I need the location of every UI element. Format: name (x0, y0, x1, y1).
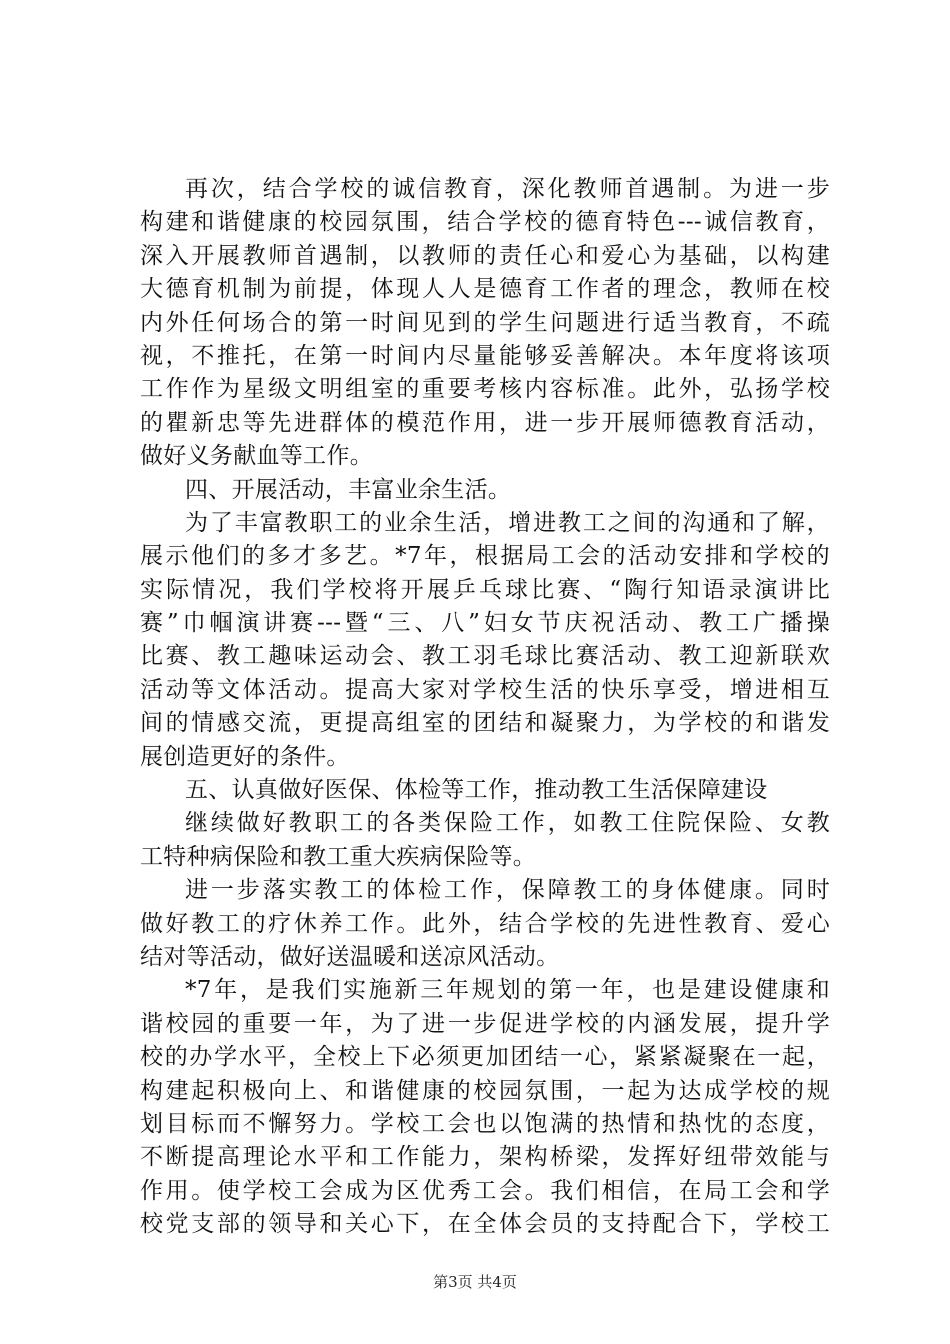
paragraph-line: 深入开展教师首遇制，以教师的责任心和爱心为基础，以构建 (140, 242, 830, 269)
paragraph-line: 谐校园的重要一年，为了进一步促进学校的内涵发展，提升学 (140, 1010, 830, 1037)
paragraph-line: 工特种病保险和教工重大疾病保险等。 (140, 843, 537, 870)
paragraph-line: 为了丰富教职工的业余生活，增进教工之间的沟通和了解， (185, 509, 830, 536)
section-heading: 五、认真做好医保、体检等工作，推动教工生活保障建设 (185, 777, 768, 804)
paragraph-line: 实际情况，我们学校将开展乒乓球比赛、“陶行知语录演讲比 (140, 576, 830, 603)
document-body (140, 173, 830, 1242)
paragraph-line: 比赛、教工趣味运动会、教工羽毛球比赛活动、教工迎新联欢 (140, 643, 830, 670)
paragraph-line: 大德育机制为前提，体现人人是德育工作者的理念，教师在校 (140, 276, 830, 303)
paragraph-line: 构建起积极向上、和谐健康的校园氛围，一起为达成学校的规 (140, 1077, 830, 1104)
paragraph-line: 校党支部的领导和关心下，在全体会员的支持配合下，学校工 (140, 1211, 830, 1238)
paragraph-line: 继续做好教职工的各类保险工作，如教工住院保险、女教 (185, 810, 830, 837)
section-heading: 四、开展活动，丰富业余生活。 (185, 476, 512, 503)
paragraph-line: 间的情感交流，更提高组室的团结和凝聚力，为学校的和谐发 (140, 710, 830, 737)
paragraph-line: 不断提高理论水平和工作能力，架构桥梁，发挥好纽带效能与 (140, 1144, 830, 1171)
paragraph-line: 活动等文体活动。提高大家对学校生活的快乐享受，增进相互 (140, 676, 830, 703)
paragraph-line: 进一步落实教工的体检工作，保障教工的身体健康。同时 (185, 877, 830, 904)
paragraph-line: 展创造更好的条件。 (140, 743, 350, 770)
paragraph-line: 校的办学水平，全校上下必须更加团结一心，紧紧凝聚在一起， (140, 1044, 830, 1071)
paragraph-line: 展示他们的多才多艺。*7年，根据局工会的活动安排和学校的 (140, 543, 830, 570)
page-number-footer: 第3页 共4页 (433, 1273, 517, 1291)
paragraph-line: 内外任何场合的第一时间见到的学生问题进行适当教育，不疏 (140, 309, 830, 336)
paragraph-line: 作用。使学校工会成为区优秀工会。我们相信，在局工会和学 (140, 1177, 830, 1204)
paragraph-line: *7年，是我们实施新三年规划的第一年，也是建设健康和 (185, 977, 830, 1004)
paragraph-line: 划目标而不懈努力。学校工会也以饱满的热情和热忱的态度， (140, 1110, 830, 1137)
paragraph-line: 做好义务献血等工作。 (140, 443, 373, 470)
paragraph-line: 的瞿新忠等先进群体的模范作用，进一步开展师德教育活动， (140, 409, 830, 436)
paragraph-line: 工作作为星级文明组室的重要考核内容标准。此外，弘扬学校 (140, 376, 830, 403)
paragraph-line: 结对等活动，做好送温暖和送凉风活动。 (140, 943, 560, 970)
paragraph-line: 构建和谐健康的校园氛围，结合学校的德育特色---诚信教育， (140, 209, 830, 236)
paragraph-line: 赛”巾帼演讲赛---暨“三、八”妇女节庆祝活动、教工广播操 (140, 610, 830, 637)
paragraph-line: 做好教工的疗休养工作。此外，结合学校的先进性教育、爱心 (140, 910, 830, 937)
paragraph-line: 再次，结合学校的诚信教育，深化教师首遇制。为进一步 (185, 176, 830, 202)
paragraph-line: 视，不推托，在第一时间内尽量能够妥善解决。本年度将该项 (140, 342, 830, 369)
